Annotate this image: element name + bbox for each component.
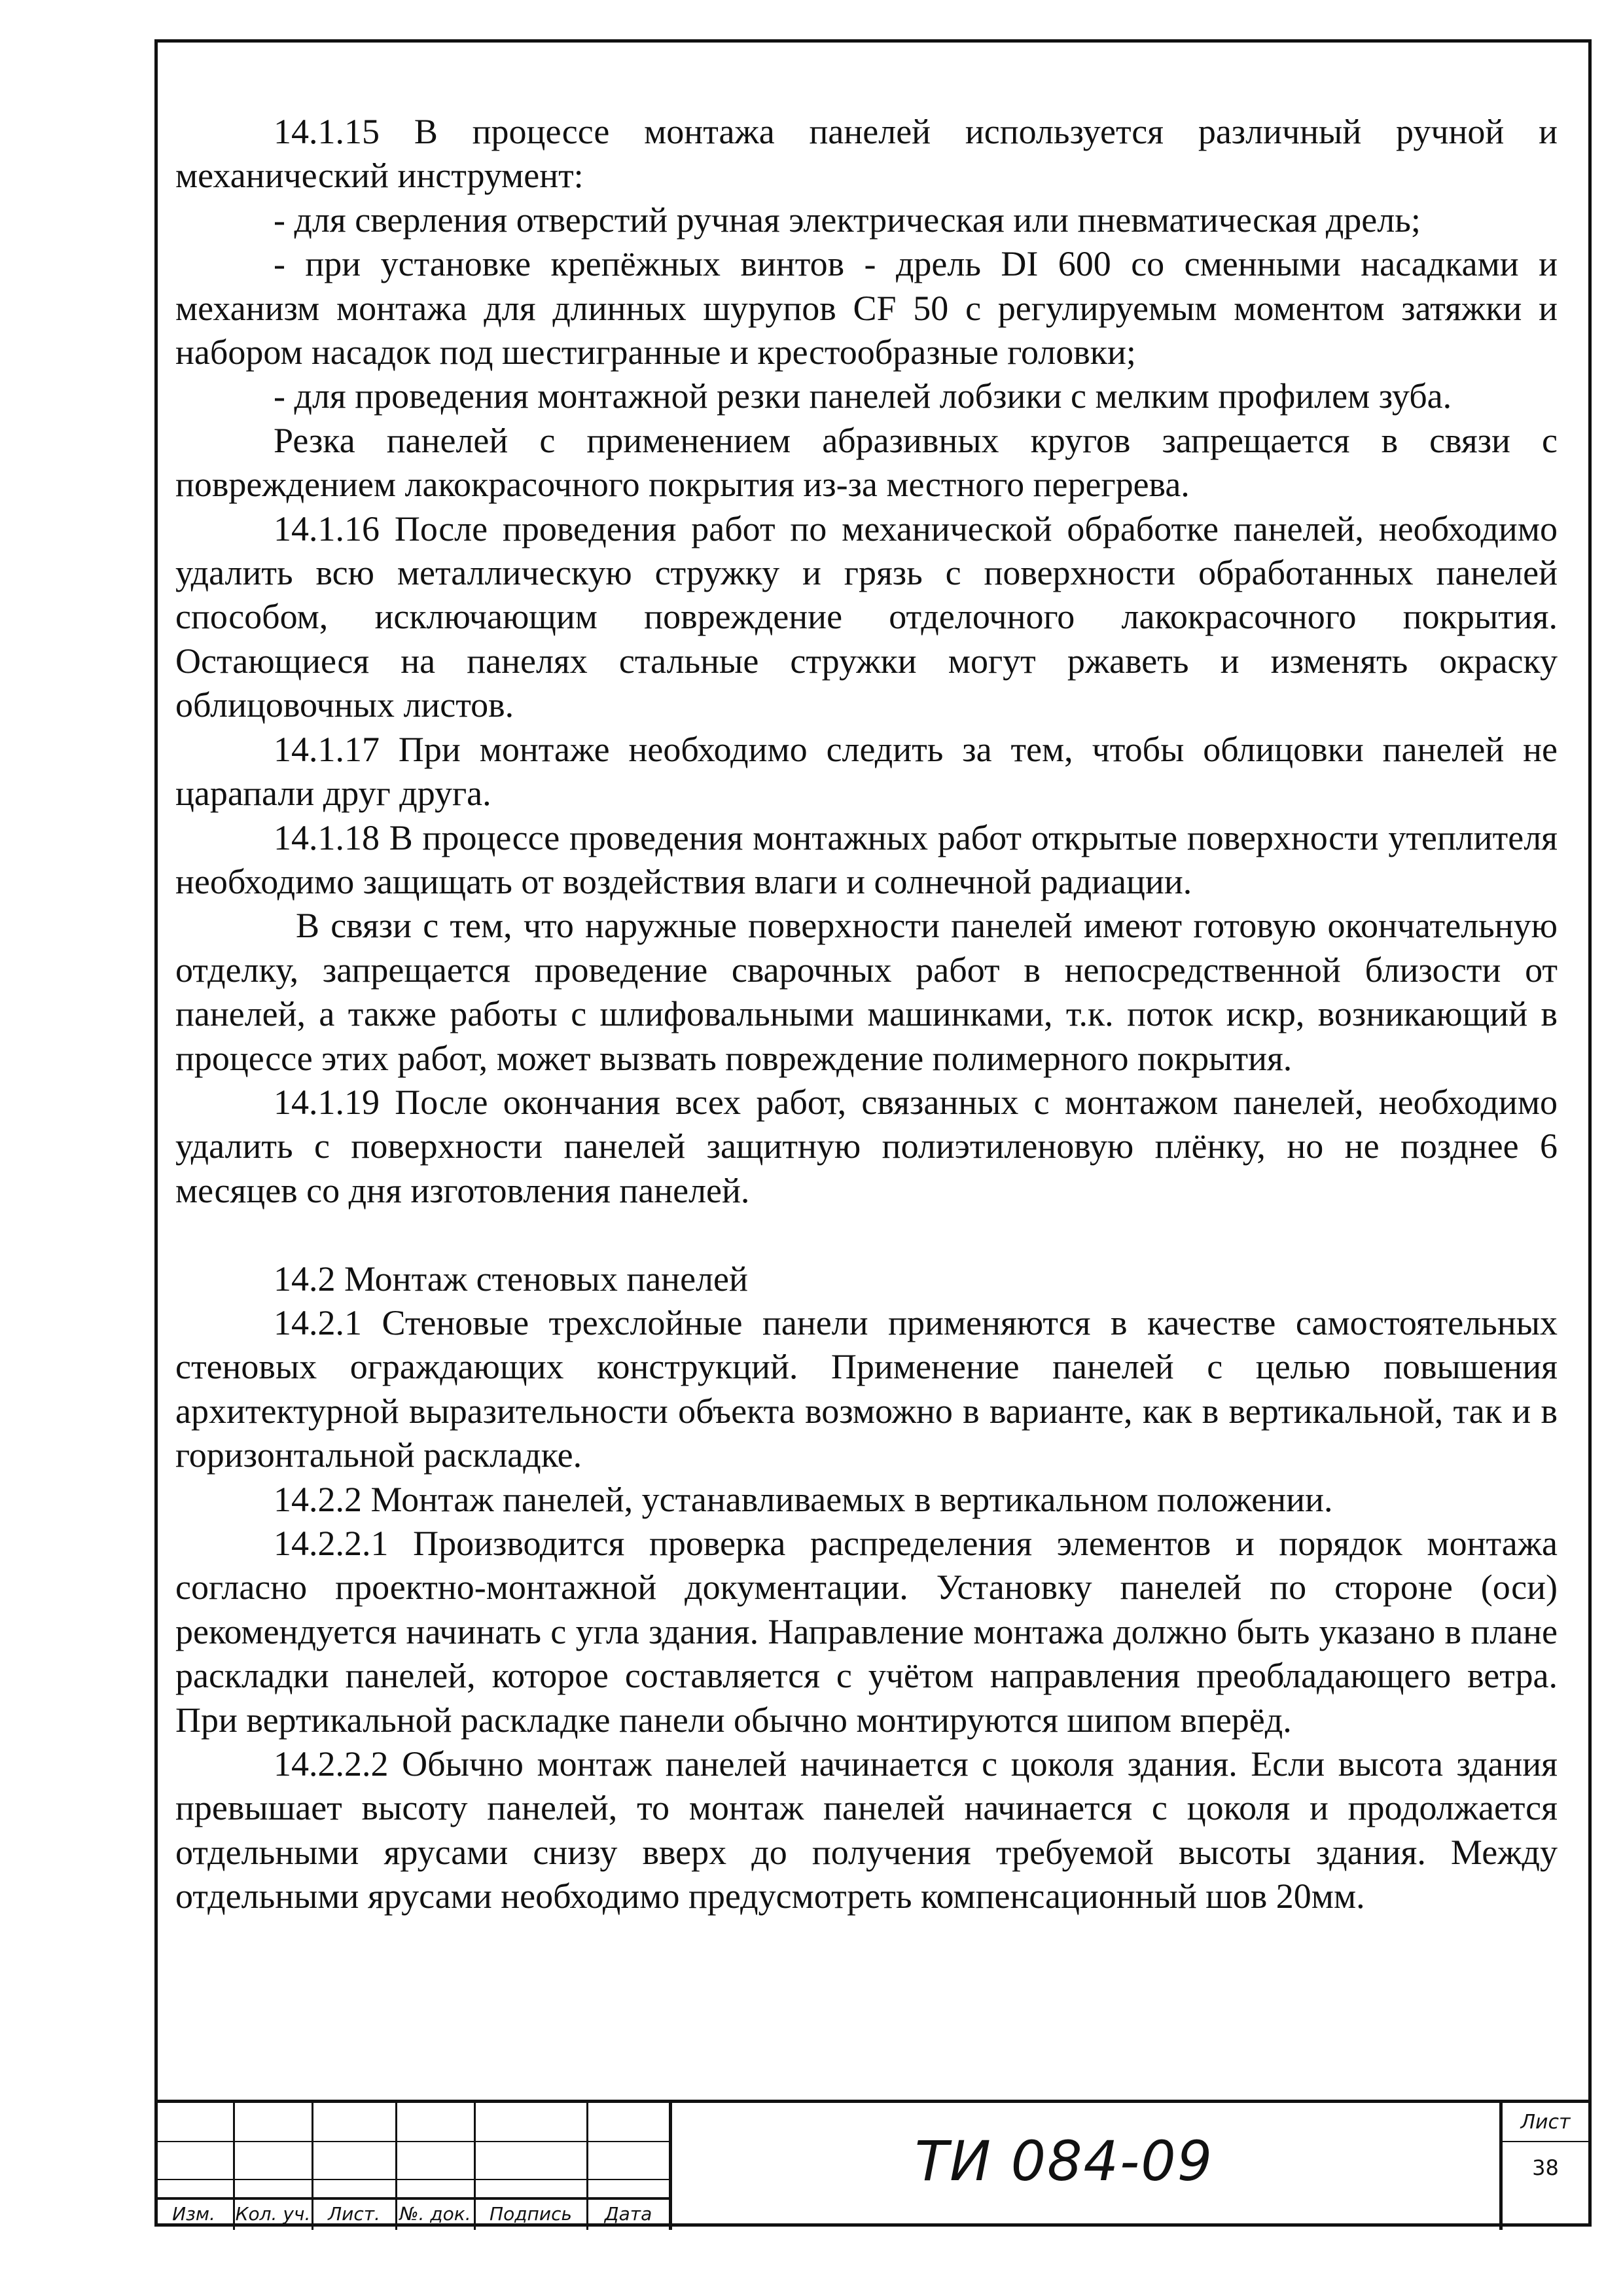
paragraph-14-1-19: 14.1.19 После окончания всех работ, связанных с монтажом панелей, необходимо удалить с поверхности панелей защитную полиэтиленовую плёнку, но не позднее 6 месяцев со дня изготовления панелей.: [175, 1082, 1558, 1210]
paragraph-welding-warning: В связи с тем, что наружные поверхности панелей имеют готовую окончательную отделку, запрещается проведение сварочных работ в непосредственной близости от панелей, а также работы с шлифовальными машинками, т.к. поток искр, возникающий в процессе этих работ, может вызвать повреждение полимерного покрытия.: [175, 906, 1558, 1078]
sheet-label: Лист: [1520, 2111, 1571, 2134]
sheet-number: 38: [1532, 2155, 1559, 2180]
column-label-kol-uch: Кол. уч.: [235, 2203, 311, 2225]
paragraph-14-1-16: 14.1.16 После проведения работ по механической обработке панелей, необходимо удалить всю металлическую стружку и грязь с поверхности обработанных панелей способом, исключающим повреждение отделочного лакокрасочного покрытия. Остающиеся на панелях стальные стружки могут ржаветь и изменять окраску облицовочных листов.: [175, 509, 1558, 725]
paragraph-14-1-18: 14.1.18 В процессе проведения монтажных работ открытые поверхности утеплителя необходимо защищать от воздействия влаги и солнечной радиации.: [175, 817, 1558, 901]
paragraph-14-2-2-2: 14.2.2.2 Обычно монтаж панелей начинается с цоколя здания. Если высота здания превышает высоту панелей, то монтаж панелей начинается с цоколя и продолжается отдельными ярусами снизу вверх до получения требуемой высоты здания. Между отдельными ярусами необходимо предусмотреть компенсационный шов 20мм.: [175, 1744, 1558, 1916]
stamp-row-line: [154, 2197, 669, 2200]
stamp-row-line: [154, 2141, 669, 2142]
stamp-row-line: [1499, 2141, 1592, 2142]
column-label-signature: Подпись: [490, 2203, 572, 2225]
paragraph-abrasive-warning: Резка панелей с применением абразивных кругов запрещается в связи с повреждением лакокрасочного покрытия из-за местного перегрева.: [175, 420, 1558, 505]
section-heading-14-2: 14.2 Монтаж стеновых панелей: [274, 1259, 748, 1299]
paragraph-14-2-1: 14.2.1 Стеновые трехслойные панели применяются в качестве самостоятельных стеновых ограждающих конструкций. Применение панелей с целью повышения архитектурной выразительности объекта возможно в варианте, как в вертикальной, так и в горизонтальной раскладке.: [175, 1302, 1558, 1475]
stamp-row-line: [154, 2179, 669, 2180]
title-block: [154, 2100, 1592, 2227]
list-item-screws: - при установке крепёжных винтов - дрель DI 600 со сменными насадками и механизм монтажа для длинных шурупов CF 50 с регулируемым моментом затяжки и набором насадок под шестигранные и крестообразные головки;: [175, 244, 1558, 372]
paragraph-14-2-2-1: 14.2.2.1 Производится проверка распределения элементов и порядок монтажа согласно проектно-монтажной документации. Установку панелей по стороне (оси) рекомендуется начинать с угла здания. Направление монтажа должно быть указано в плане раскладки панелей, которое составляется с учётом направления преобладающего ветра. При вертикальной раскладке панели обычно монтируются шипом вперёд.: [175, 1523, 1558, 1740]
list-item-drilling: - для сверления отверстий ручная электрическая или пневматическая дрель;: [274, 200, 1421, 240]
paragraph-14-2-2: 14.2.2 Монтаж панелей, устанавливаемых в вертикальном положении.: [274, 1479, 1333, 1519]
paragraph-14-1-17: 14.1.17 При монтаже необходимо следить за тем, чтобы облицовки панелей не царапали друг друга.: [175, 729, 1558, 814]
paragraph-14-1-15: 14.1.15 В процессе монтажа панелей используется различный ручной и механический инструмент:: [175, 112, 1558, 196]
column-label-date: Дата: [604, 2203, 652, 2225]
document-code: ТИ 084-09: [914, 2129, 1214, 2193]
blank-line: [175, 1213, 1558, 1257]
list-item-cutting: - для проведения монтажной резки панелей лобзики с мелким профилем зуба.: [274, 376, 1452, 416]
document-body: [175, 110, 1558, 1919]
column-label-izm: Изм.: [172, 2203, 215, 2225]
column-label-doc-number: №. док.: [399, 2203, 471, 2225]
column-label-list: Лист.: [328, 2203, 380, 2225]
